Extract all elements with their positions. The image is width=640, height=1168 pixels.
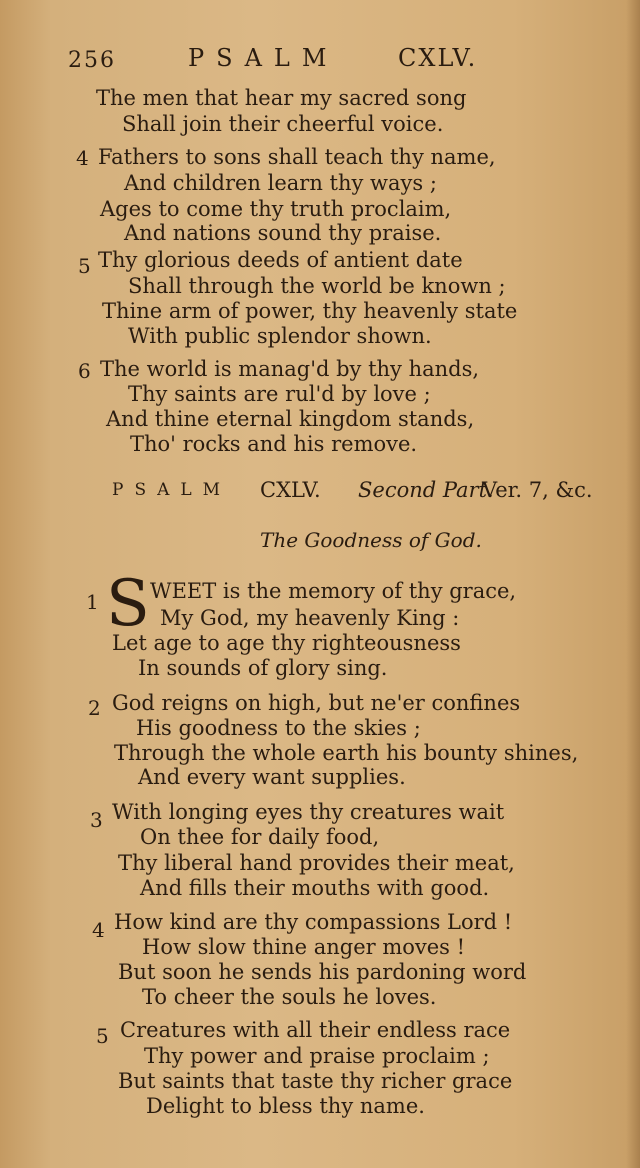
psalm-theme: The Goodness of God.	[260, 528, 482, 552]
verse-line: Let age to age thy righteousness	[112, 631, 461, 655]
verse-line: But saints that taste thy richer grace	[118, 1069, 513, 1093]
verse-line: And children learn thy ways ;	[124, 171, 437, 195]
section-part-label: Second Part.	[358, 478, 494, 502]
stanza-number: 1	[86, 590, 99, 614]
verse-line: And fills their mouths with good.	[140, 876, 490, 900]
verse-line: With public splendor shown.	[128, 324, 432, 348]
verse-line: The men that hear my sacred song	[96, 86, 467, 110]
verse-line: God reigns on high, but ne'er confines	[112, 691, 521, 715]
verse-line: Thy glorious deeds of antient date	[98, 248, 463, 272]
verse-line: And thine eternal kingdom stands,	[106, 407, 475, 431]
stanza-number: 2	[88, 696, 101, 720]
verse-line: Thy power and praise proclaim ;	[144, 1044, 490, 1068]
verse-line: On thee for daily food,	[140, 825, 380, 849]
drop-cap: S	[106, 567, 150, 641]
verse-line: Creatures with all their endless race	[120, 1018, 511, 1042]
verse-line: Thy liberal hand provides their meat,	[118, 851, 515, 875]
running-header	[68, 44, 508, 78]
verse-line: Shall join their cheerful voice.	[122, 112, 444, 136]
section-psalm-label: PSALM	[112, 480, 232, 500]
verse-line: Through the whole earth his bounty shines,	[114, 741, 579, 765]
section-verse-label: Ver. 7, &c.	[482, 478, 593, 502]
stanza-number: 3	[90, 808, 103, 832]
verse-line: And nations sound thy praise.	[124, 221, 442, 245]
verse-line: Ages to come thy truth proclaim,	[100, 197, 452, 221]
verse-line: With longing eyes thy creatures wait	[112, 800, 505, 824]
verse-line: Fathers to sons shall teach thy name,	[98, 145, 496, 169]
verse-line: Delight to bless thy name.	[146, 1094, 425, 1118]
verse-line: How kind are thy compassions Lord !	[114, 910, 513, 934]
verse-line: And every want supplies.	[138, 765, 406, 789]
verse-line: To cheer the souls he loves.	[142, 985, 437, 1009]
verse-line: Thine arm of power, thy heavenly state	[102, 299, 518, 323]
stanza-number: 4	[92, 918, 105, 942]
header-psalm-numeral: CXLV.	[398, 44, 478, 72]
verse-line: In sounds of glory sing.	[138, 656, 388, 680]
verse-line: My God, my heavenly King :	[160, 606, 460, 630]
stanza-number: 5	[96, 1024, 109, 1048]
verse-line: Thy saints are rul'd by love ;	[128, 382, 431, 406]
page-edge-shadow	[626, 0, 640, 1168]
section-heading	[112, 478, 622, 508]
section-psalm-numeral: CXLV.	[260, 478, 321, 502]
verse-line: Shall through the world be known ;	[128, 274, 506, 298]
page-number: 256	[68, 48, 116, 73]
header-psalm-title: PSALM	[188, 44, 339, 72]
verse-line: His goodness to the skies ;	[136, 716, 421, 740]
stanza-number: 4	[76, 146, 89, 170]
verse-line: How slow thine anger moves !	[142, 935, 466, 959]
stanza-number: 5	[78, 254, 91, 278]
verse-line: WEET is the memory of thy grace,	[150, 579, 517, 603]
verse-line: But soon he sends his pardoning word	[118, 960, 527, 984]
stanza-number: 6	[78, 359, 91, 383]
verse-line: Tho' rocks and his remove.	[130, 432, 418, 456]
verse-line: The world is manag'd by thy hands,	[100, 357, 480, 381]
